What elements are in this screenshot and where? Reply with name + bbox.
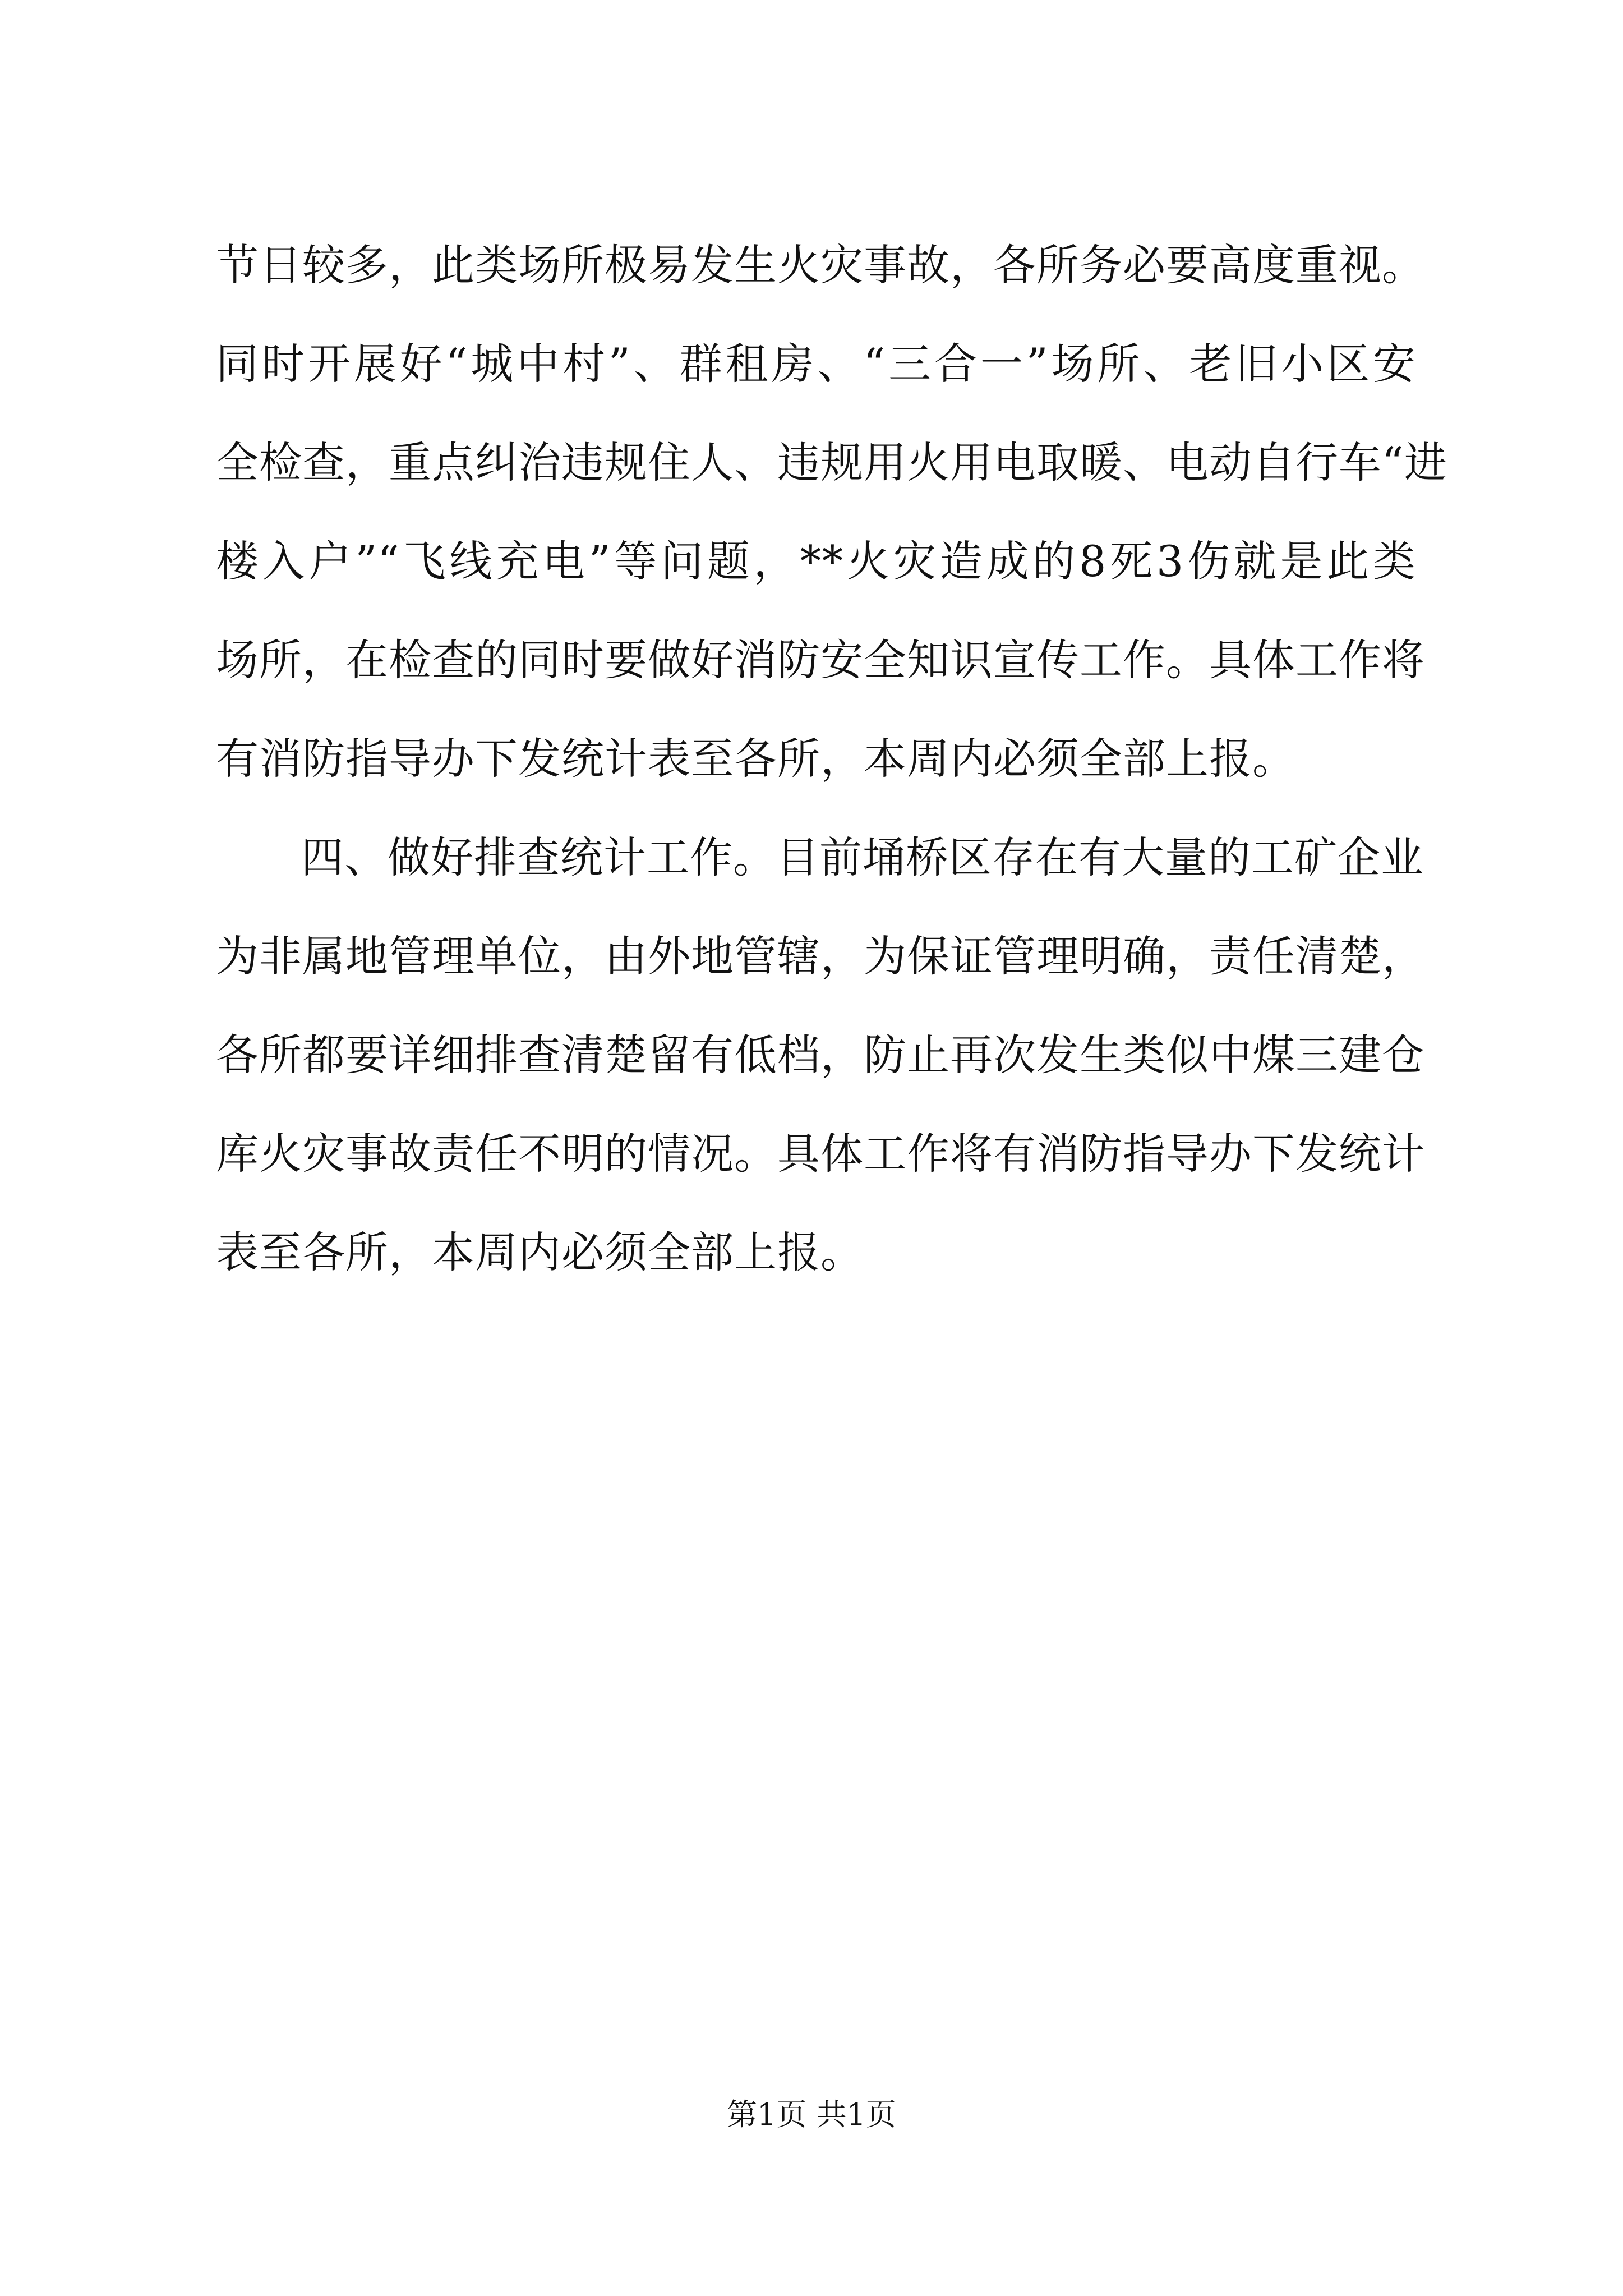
text-line-2: 同时开展好“城中村”、群租房、“三合一”场所、老旧小区安 (216, 339, 1416, 389)
text-line-5: 场所，在检查的同时要做好消防安全知识宣传工作。具体工作将 (216, 635, 1425, 685)
text-line-11: 表至各所，本周内必须全部上报。 (216, 1227, 864, 1277)
text-line-4: 楼入户”“飞线充电”等问题，**火灾造成的8死3伤就是此类 (216, 536, 1416, 586)
text-line-9: 各所都要详细排查清楚留有低档，防止再次发生类似中煤三建仓 (216, 1030, 1425, 1080)
text-line-7: 四、做好排查统计工作。目前埇桥区存在有大量的工矿企业 (301, 832, 1424, 882)
text-line-10: 库火灾事故责任不明的情况。具体工作将有消防指导办下发统计 (216, 1129, 1425, 1179)
text-line-1: 节日较多，此类场所极易发生火灾事故，各所务必要高度重视。 (216, 240, 1425, 290)
document-body (216, 216, 1447, 1302)
page-number-footer: 第1页 共1页 (727, 2097, 896, 2132)
text-line-6: 有消防指导办下发统计表至各所，本周内必须全部上报。 (216, 734, 1295, 784)
text-line-3: 全检查，重点纠治违规住人、违规用火用电取暖、电动自行车“进 (216, 438, 1447, 487)
text-line-8: 为非属地管理单位，由外地管辖，为保证管理明确，责任清楚， (216, 931, 1425, 981)
